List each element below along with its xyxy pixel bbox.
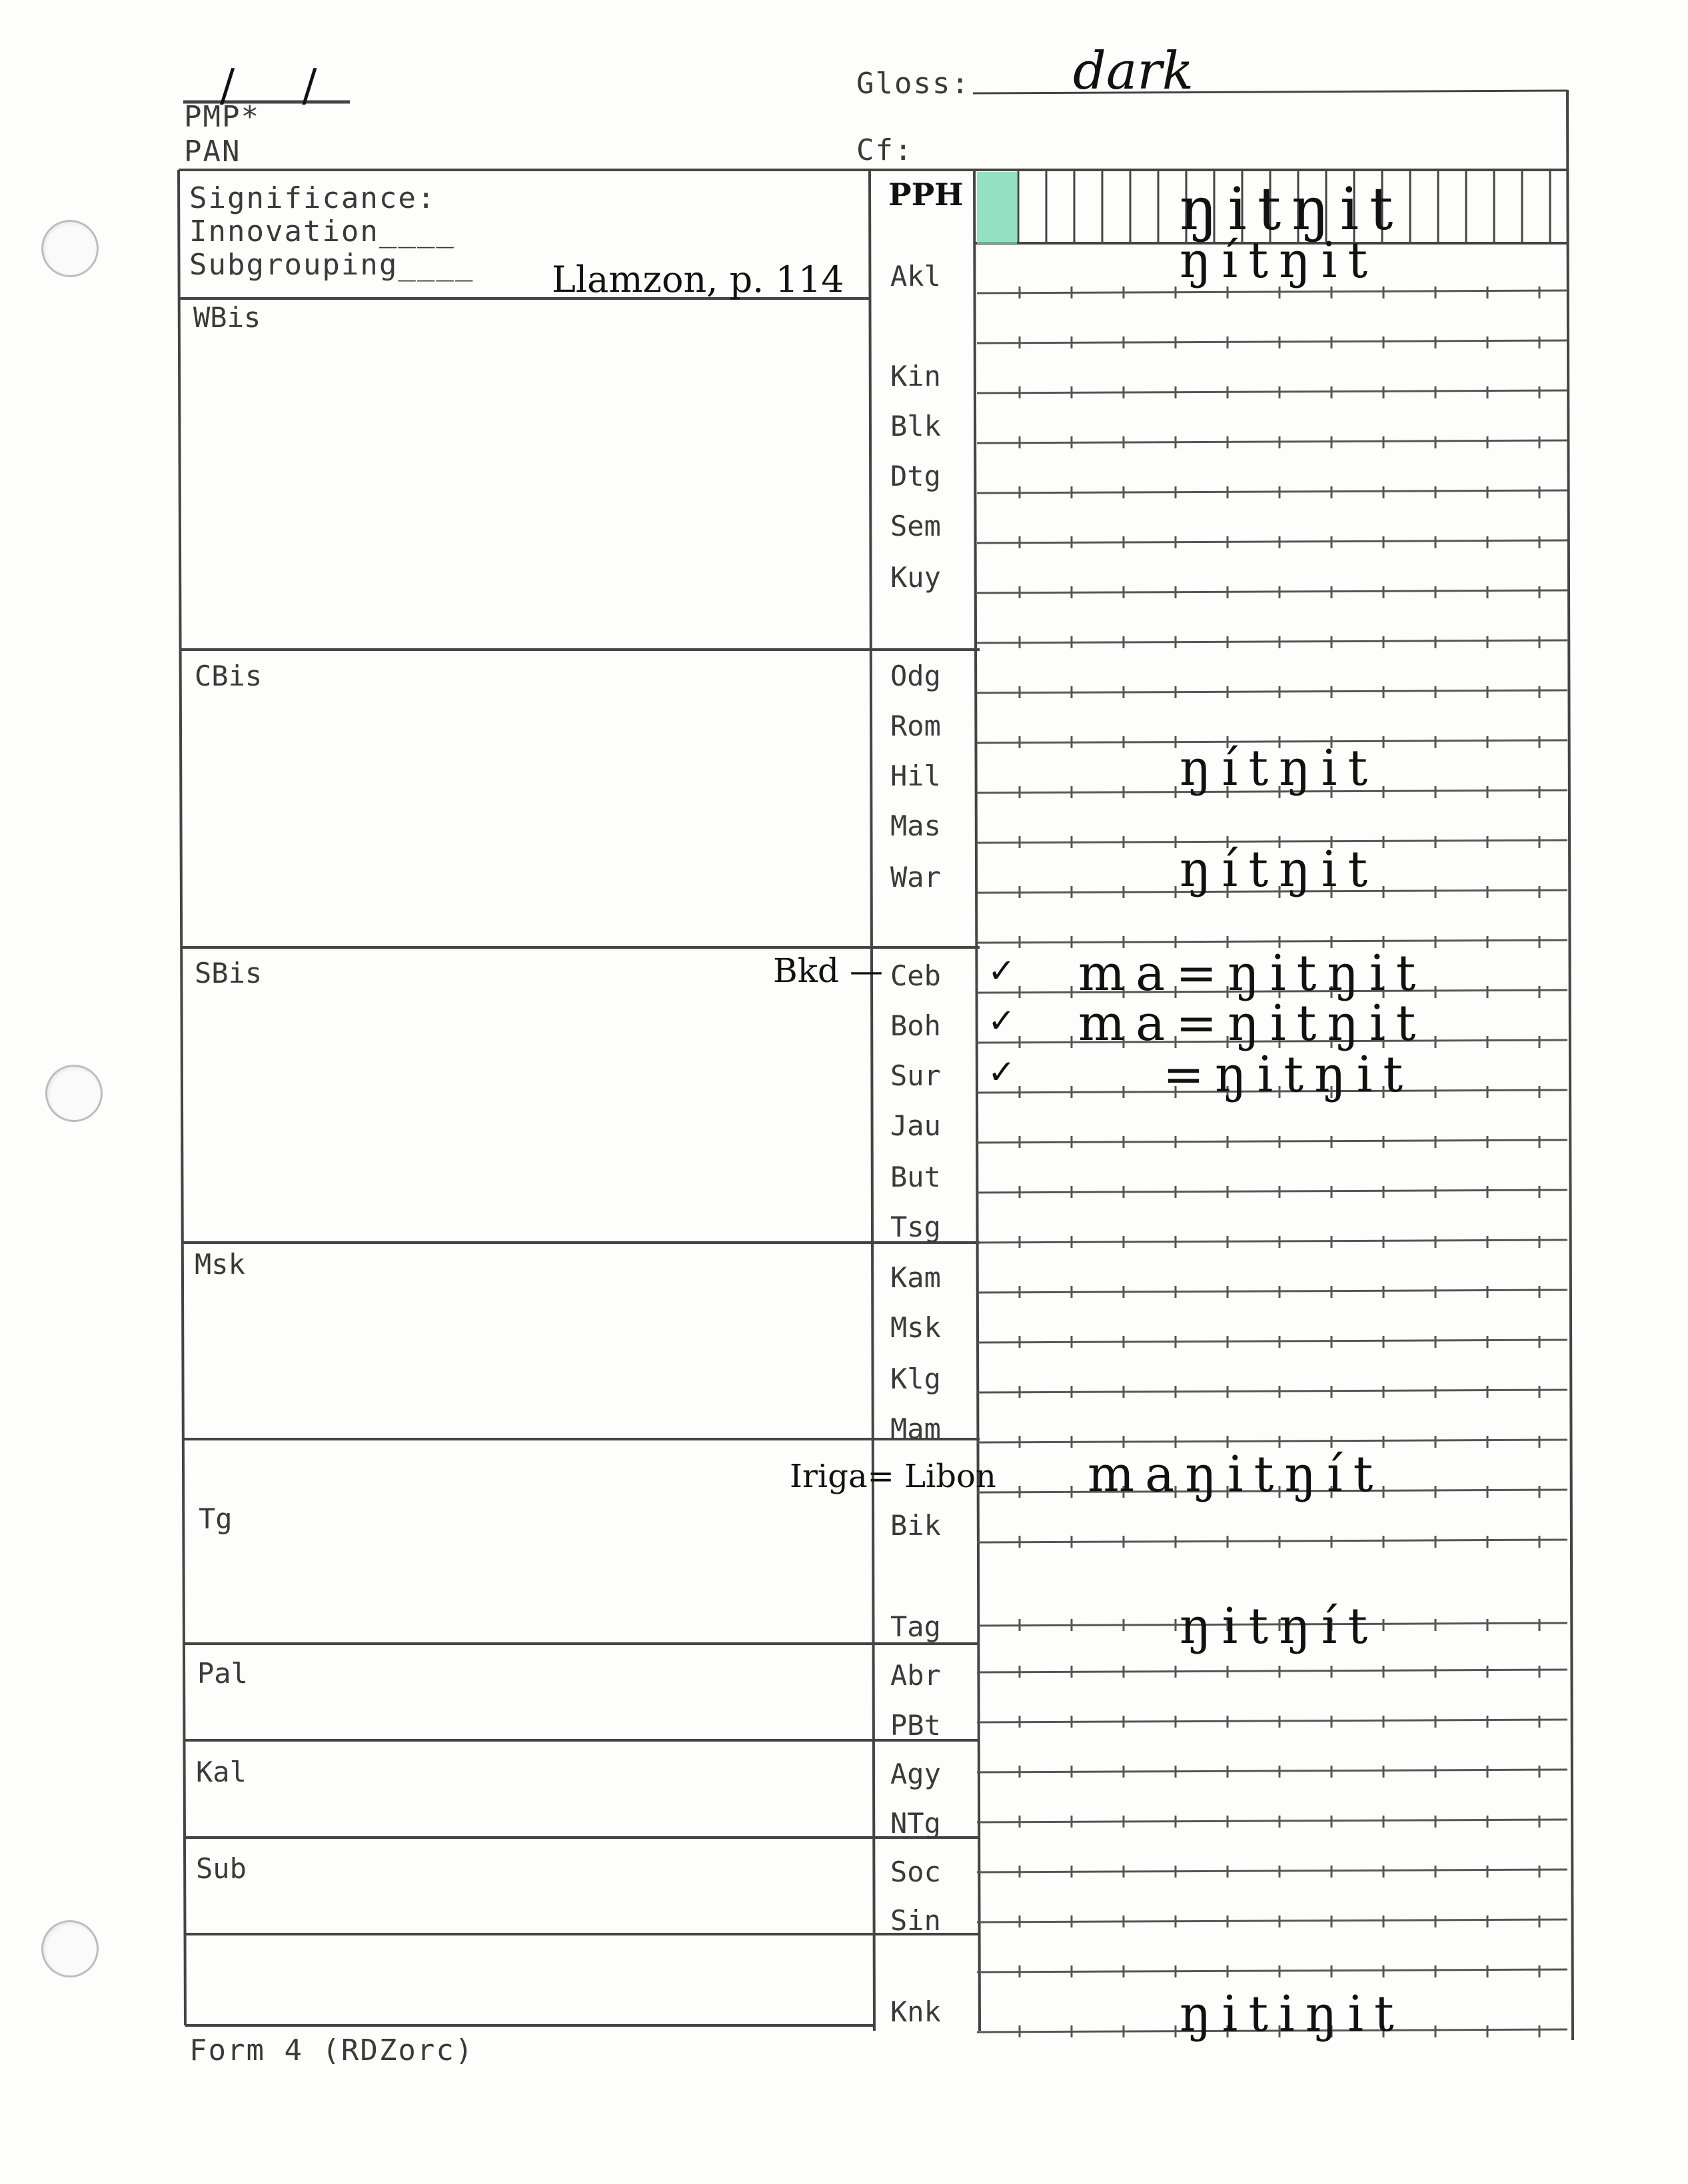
language-pbt: PBt bbox=[890, 1709, 941, 1742]
language-knk: Knk bbox=[890, 1995, 941, 2028]
language-kin: Kin bbox=[890, 360, 941, 392]
language-sur: Sur bbox=[890, 1059, 941, 1092]
gloss-label: Gloss: bbox=[856, 67, 970, 101]
gloss-value: dark bbox=[1073, 41, 1194, 101]
language-war: War bbox=[890, 861, 941, 893]
language-hil: Hil bbox=[890, 760, 941, 792]
pph-highlight bbox=[977, 172, 1017, 244]
language-soc: Soc bbox=[890, 1856, 941, 1888]
form-ceb: ma=ŋitŋit bbox=[1078, 945, 1427, 1002]
form-libon: maŋitŋít bbox=[1088, 1446, 1384, 1503]
language-ntg: NTg bbox=[890, 1807, 941, 1840]
language-jau: Jau bbox=[890, 1109, 941, 1142]
language-akl: Akl bbox=[890, 260, 941, 292]
language-tsg: Tsg bbox=[890, 1211, 941, 1243]
language-kuy: Kuy bbox=[890, 561, 941, 594]
section-sub: Sub bbox=[196, 1852, 247, 1885]
language-klg: Klg bbox=[890, 1363, 941, 1395]
language-rom: Rom bbox=[890, 710, 941, 742]
language-dtg: Dtg bbox=[890, 460, 941, 492]
language-ceb: Ceb bbox=[890, 959, 941, 992]
section-sbis: SBis bbox=[195, 957, 263, 989]
check-ceb: ✓ bbox=[988, 951, 1016, 990]
language-mas: Mas bbox=[890, 810, 941, 842]
language-kam: Kam bbox=[890, 1261, 941, 1294]
iriga-libon-annotation: Iriga= Libon bbox=[790, 1458, 996, 1495]
language-tag: Tag bbox=[890, 1610, 941, 1643]
form-pph: ŋitŋit bbox=[1180, 175, 1404, 243]
language-blk: Blk bbox=[890, 410, 941, 442]
section-cbis: CBis bbox=[195, 660, 263, 692]
significance-title: Significance: bbox=[189, 181, 436, 215]
section-msk: Msk bbox=[195, 1248, 245, 1281]
bkd-annotation: Bkd — bbox=[773, 951, 883, 990]
form-footer: Form 4 (RDZorc) bbox=[189, 2033, 474, 2067]
source-note: Llamzon, p. 114 bbox=[552, 259, 844, 300]
language-sin: Sin bbox=[890, 1904, 941, 1937]
language-msk: Msk bbox=[890, 1311, 941, 1344]
subgrouping-field: Subgrouping____ bbox=[189, 248, 474, 282]
check-boh: ✓ bbox=[988, 1001, 1016, 1040]
section-pal: Pal bbox=[197, 1657, 248, 1690]
date-field: / / bbox=[220, 60, 344, 111]
language-but: But bbox=[890, 1161, 941, 1193]
form-boh: ma=ŋitŋit bbox=[1078, 995, 1427, 1052]
form-hil: ŋítŋit bbox=[1180, 740, 1379, 797]
innovation-field: Innovation____ bbox=[189, 215, 455, 249]
check-sur: ✓ bbox=[988, 1053, 1016, 1091]
form-tag: ŋitŋít bbox=[1180, 1598, 1379, 1655]
form-akl: ŋítŋit bbox=[1180, 232, 1379, 289]
section-tg: Tg bbox=[199, 1502, 233, 1535]
language-odg: Odg bbox=[890, 660, 941, 692]
section-wbis: WBis bbox=[193, 301, 261, 334]
section-kal: Kal bbox=[196, 1756, 247, 1788]
form-knk: ŋitiŋit bbox=[1180, 1985, 1405, 2043]
cf-label: Cf: bbox=[856, 133, 914, 167]
form-war: ŋítŋit bbox=[1180, 841, 1379, 898]
form-sur: =ŋitŋit bbox=[1163, 1046, 1414, 1103]
language-agy: Agy bbox=[890, 1758, 941, 1790]
language-bik: Bik bbox=[890, 1509, 941, 1542]
language-boh: Boh bbox=[890, 1009, 941, 1042]
pan-label: PAN bbox=[184, 135, 241, 169]
language-pph: PPH bbox=[888, 177, 964, 213]
language-sem: Sem bbox=[890, 510, 941, 542]
pmp-label: PMP* bbox=[184, 100, 260, 134]
language-mam: Mam bbox=[890, 1412, 941, 1445]
language-abr: Abr bbox=[890, 1659, 941, 1692]
